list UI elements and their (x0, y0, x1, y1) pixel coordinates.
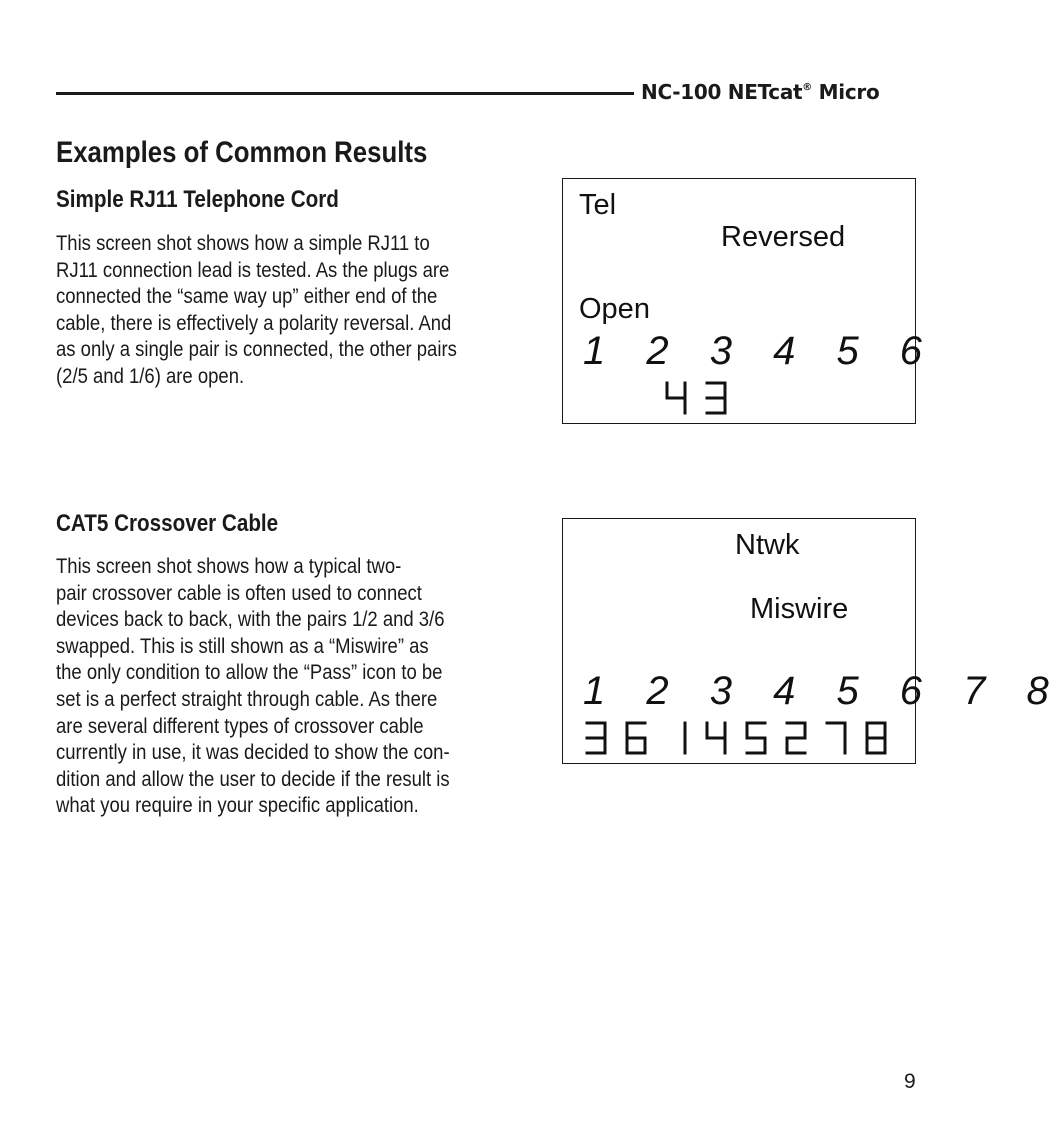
lcd-screen-rj11 (562, 178, 938, 424)
lcd-status-label: Reversed (721, 221, 846, 253)
section-body-rj11 (56, 230, 538, 390)
body-line: pair crossover cable is often used to connect (56, 580, 422, 605)
section-title-rj11: Simple RJ11 Telephone Cord (56, 186, 339, 213)
lcd-segment-digit (827, 723, 845, 753)
header-rule (56, 92, 634, 95)
section-body-cat5 (56, 553, 538, 819)
lcd-segment-digit (747, 723, 765, 753)
lcd-status-label: Miswire (750, 593, 849, 625)
page-title: Examples of Common Results (56, 136, 428, 169)
lcd-segment-digit (587, 723, 605, 753)
registered-mark: ® (802, 82, 812, 93)
lcd-wiremap-digits (585, 721, 905, 755)
lcd-segment-digit (627, 723, 645, 753)
body-line: RJ11 connection lead is tested. As the plugs are (56, 257, 450, 282)
body-line: (2/5 and 1/6) are open. (56, 363, 245, 388)
lcd-segment-digit (867, 723, 885, 753)
lcd-wiremap-digits (585, 381, 845, 415)
lcd-mode-label: Tel (579, 189, 617, 221)
body-line: currently in use, it was decided to show the con- (56, 740, 450, 765)
body-line: dition and allow the user to decide if the result is (56, 766, 450, 791)
body-line: cable, there is effectively a polarity reversal. And (56, 310, 452, 335)
lcd-segment-digit (667, 383, 685, 413)
lcd-segment-digit (707, 383, 725, 413)
lcd-mode-label: Ntwk (735, 529, 800, 561)
body-line: the only condition to allow the “Pass” icon to be (56, 660, 443, 685)
body-line: devices back to back, with the pairs 1/2 and 3/6 (56, 607, 445, 632)
body-line: connected the “same way up” either end of the (56, 284, 438, 309)
body-line: This screen shot shows how a simple RJ11 to (56, 231, 430, 255)
body-line: as only a single pair is connected, the other pairs (56, 337, 457, 362)
lcd-segment-digit (707, 723, 725, 753)
body-line: swapped. This is still shown as a “Miswire” as (56, 633, 429, 658)
section-title-cat5: CAT5 Crossover Cable (56, 510, 279, 537)
body-line: This screen shot shows how a typical two- (56, 554, 402, 578)
lcd-fault-label: Open (579, 293, 650, 325)
body-line: what you require in your specific application. (56, 793, 419, 818)
lcd-pin-numbers: 1 2 3 4 5 6 7 8 (583, 669, 1064, 713)
header-title: NC-100 NETcat® Micro (641, 80, 880, 104)
lcd-pin-numbers: 1 2 3 4 5 6 (583, 329, 938, 373)
page-number: 9 (904, 1070, 916, 1093)
body-line: are several different types of crossover cable (56, 713, 424, 738)
lcd-screen-cat5 (562, 518, 1064, 764)
body-line: set is a perfect straight through cable. As there (56, 686, 438, 711)
lcd-segment-digit (787, 723, 805, 753)
